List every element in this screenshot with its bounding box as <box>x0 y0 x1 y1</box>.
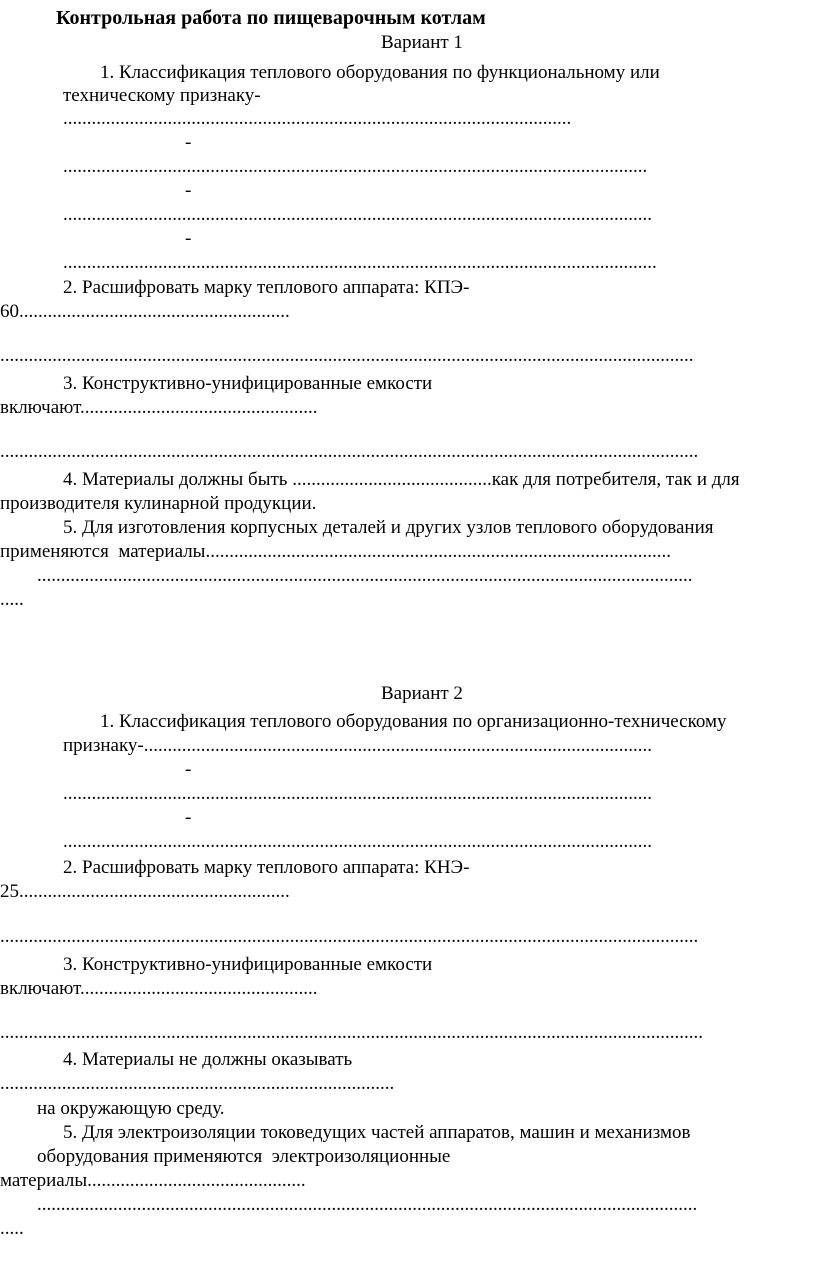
v2-answer-blank: ................................................................................................................................................... <box>0 926 699 947</box>
v1-question-5-line-2: применяются материалы.................................................................................................. <box>0 541 671 562</box>
v1-answer-blank: .......................................................................................................................................... <box>37 565 693 586</box>
v2-question-5-line-2: оборудования применяются электроизоляционные <box>37 1146 451 1167</box>
v2-answer-blank: ................................................................................... <box>0 1073 395 1094</box>
v1-answer-blank: .................................................................................................................................................. <box>0 345 694 366</box>
v1-question-2-line-2: 60......................................................... <box>0 301 290 322</box>
v2-question-2-line-2: 25......................................................... <box>0 881 290 902</box>
v2-answer-blank: .................................................................................................................................................... <box>0 1022 703 1043</box>
v2-dash: - <box>185 807 192 828</box>
v1-dash: - <box>185 132 192 153</box>
v2-answer-blank: ............................................................................................................................ <box>63 783 652 804</box>
v1-question-1-line-1: 1. Классификация теплового оборудования по функциональному или <box>100 62 660 83</box>
page-title: Контрольная работа по пищеварочным котлам <box>56 7 486 29</box>
v1-question-3-line-2: включают.................................................. <box>0 397 318 418</box>
v1-question-1-line-2: техническому признаку- <box>63 85 261 106</box>
v2-answer-blank-end: ..... <box>0 1218 24 1239</box>
v2-question-5-line-3: материалы.............................................. <box>0 1170 306 1191</box>
v2-question-4-line-2: на окружающую среду. <box>37 1098 225 1119</box>
v1-question-2-line-1: 2. Расшифровать марку теплового аппарата: КПЭ- <box>63 277 470 298</box>
v1-answer-blank: ............................................................................................................................. <box>63 252 657 273</box>
v1-question-4-line-2: производителя кулинарной продукции. <box>0 493 317 514</box>
v2-question-2-line-1: 2. Расшифровать марку теплового аппарата: КНЭ- <box>63 857 470 878</box>
v2-question-3-line-1: 3. Конструктивно-унифицированные емкости <box>63 954 433 975</box>
v1-question-3-line-1: 3. Конструктивно-унифицированные емкости <box>63 373 433 394</box>
v2-question-5-line-1: 5. Для электроизоляции токоведущих частей аппаратов, машин и механизмов <box>63 1122 691 1143</box>
variant-1-heading: Вариант 1 <box>381 32 463 53</box>
v1-answer-blank: ........................................................................................................... <box>63 108 572 129</box>
v2-question-4-line-1: 4. Материалы не должны оказывать <box>63 1049 353 1070</box>
variant-2-heading: Вариант 2 <box>381 683 463 704</box>
v2-dash: - <box>185 759 192 780</box>
v1-question-4-line-1: 4. Материалы должны быть ..........................................как для потребителя, так и для <box>63 469 740 490</box>
v1-dash: - <box>185 228 192 249</box>
v1-answer-blank: ................................................................................................................................................... <box>0 441 699 462</box>
v1-question-5-line-1: 5. Для изготовления корпусных деталей и других узлов теплового оборудования <box>63 517 714 538</box>
v2-question-3-line-2: включают.................................................. <box>0 978 318 999</box>
v2-question-1-line-2: признаку-........................................................................................................... <box>63 735 652 756</box>
v2-answer-blank: ........................................................................................................................................... <box>37 1194 698 1215</box>
v1-answer-blank: ........................................................................................................................... <box>63 156 648 177</box>
v1-dash: - <box>185 180 192 201</box>
v1-answer-blank-end: ..... <box>0 589 24 610</box>
v2-question-1-line-1: 1. Классификация теплового оборудования по организационно-техническому <box>100 711 727 732</box>
v1-answer-blank: ............................................................................................................................ <box>63 204 652 225</box>
v2-answer-blank: ............................................................................................................................ <box>63 831 652 852</box>
